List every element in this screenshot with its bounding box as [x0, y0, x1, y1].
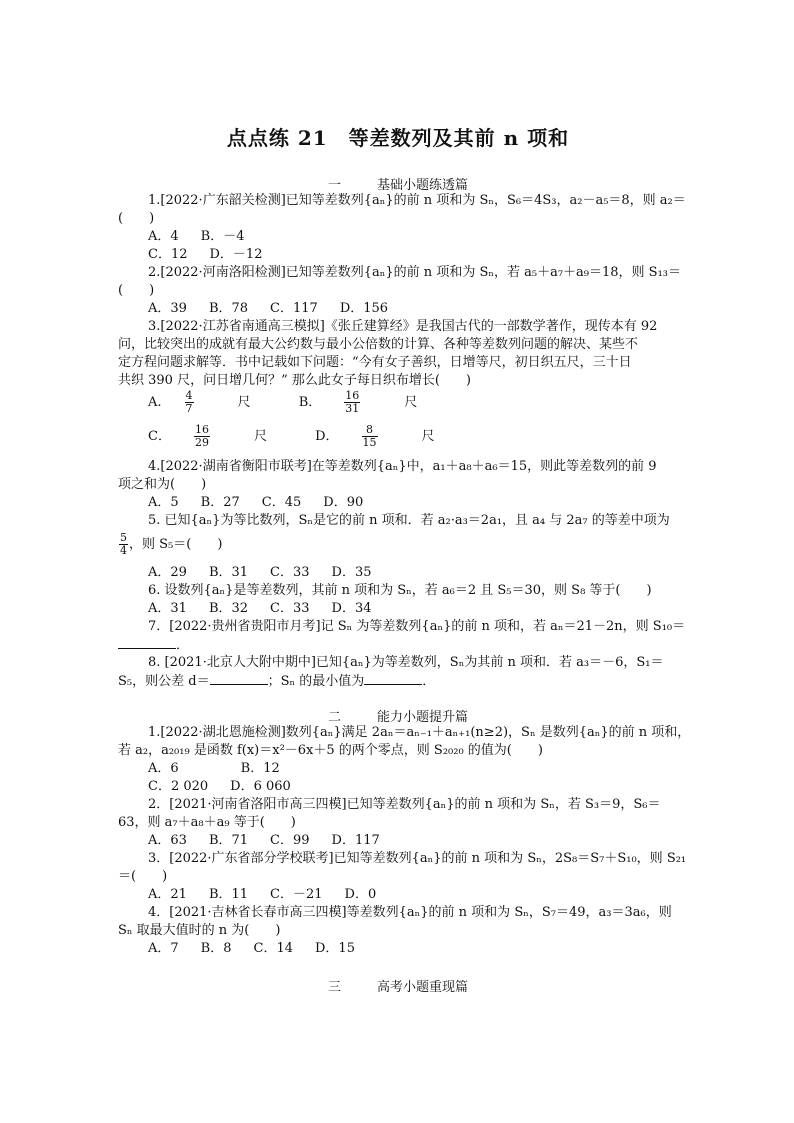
ability-question-1-line-1: 1.[2022·湖北恩施检测]数列{aₙ}满足 2aₙ＝aₙ₋₁＋aₙ₊₁(n≥2)，Sₙ 是数列{aₙ}的前 n 项和，	[148, 725, 691, 740]
ability-question-3-line-2: ＝( )	[118, 869, 168, 884]
question-7-line-2: ．	[118, 636, 678, 655]
fraction-16-29: $\frac{16}{29}$	[194, 423, 209, 449]
question-7-line-1: 7．[2022·贵州省贵阳市月考]记 Sₙ 为等差数列{aₙ}的前 n 项和，若 aₙ＝21－2n，则 S₁₀＝	[148, 619, 686, 634]
question-2-line-2: ( )	[118, 283, 155, 298]
question-2-options: A．39 B．78 C．117 D．156	[148, 301, 389, 316]
question-3-line-1: 3.[2022·江苏省南通高三模拟]《张丘建算经》是我国古代的一部数学著作，现传本有 92	[148, 319, 658, 334]
question-1-options-cd: C．12 D．－12	[148, 247, 263, 262]
question-8-line-1: 8. [2021·北京人大附中期中]已知{aₙ}为等差数列，Sₙ为其前 n 项和．若 a₃＝－6，S₁＝	[148, 655, 664, 670]
ability-question-1-options-ab: A．6 B．12	[148, 761, 280, 776]
page-title: 点点练 21 等差数列及其前 n 项和	[226, 126, 570, 150]
ability-question-1-line-2: 若 a₂，a₂₀₁₉ 是函数 f(x)＝x²－6x＋5 的两个零点，则 S₂₀₂₀ 的值为( )	[118, 743, 543, 758]
question-1-options-ab: A．4 B．－4	[148, 229, 245, 244]
section-heading-2: 二 能力小题提升篇	[327, 710, 469, 725]
question-3-line-2: 问，比较突出的成就有最大公约数与最小公倍数的计算、各种等差数列问题的解决、某些不	[118, 337, 639, 352]
section-heading-3: 三 高考小题重现篇	[327, 980, 469, 995]
fraction-4-7: $\frac{4}{7}$	[185, 389, 193, 415]
ability-question-4-line-2: Sₙ 取最大值时的 n 为( )	[118, 923, 281, 938]
question-3-line-4: 共织 390 尺，问日增几何？” 那么此女子每日织布增长( )	[118, 373, 471, 388]
question-4-options: A．5 B．27 C．45 D．90	[148, 495, 364, 510]
answer-blank[interactable]	[118, 636, 176, 649]
question-2-line-1: 2.[2022·河南洛阳检测]已知等差数列{aₙ}的前 n 项和为 Sₙ，若 a₅＋a₇＋a₉＝18，则 S₁₃＝	[148, 265, 682, 280]
section-heading-1: 一 基础小题练透篇	[327, 178, 469, 193]
question-3-options-cd: C． $\frac{16}{29}$ 尺 D． $\frac{8}{15}$ 尺	[148, 423, 435, 449]
question-6-options: A．31 B．32 C．33 D．34	[148, 601, 372, 616]
ability-question-3-options: A．21 B．11 C．－21 D．0	[148, 887, 377, 902]
question-6-line-1: 6. 设数列{aₙ}是等差数列，其前 n 项和为 Sₙ，若 a₆＝2 且 S₅＝30，则 S₈ 等于( )	[148, 583, 652, 598]
ability-question-2-line-1: 2．[2021·河南省洛阳市高三四模]已知等差数列{aₙ}的前 n 项和为 Sₙ，若 S₃＝9，S₆＝	[148, 797, 661, 812]
fraction-16-31: $\frac{16}{31}$	[345, 389, 360, 415]
answer-blank-min[interactable]	[364, 672, 422, 685]
question-4-line-1: 4.[2022·湖南省衡阳市联考]在等差数列{aₙ}中，a₁＋a₈＋a₆＝15，则此等差数列的前 9	[148, 459, 657, 474]
fraction-8-15: $\frac{8}{15}$	[362, 423, 377, 449]
question-1-line-2: ( )	[118, 211, 155, 226]
question-5-options: A．29 B．31 C．33 D．35	[148, 565, 372, 580]
question-3-options-ab: A. $\frac{4}{7}$ 尺 B． $\frac{16}{31}$ 尺	[148, 389, 418, 415]
answer-blank-d[interactable]	[210, 672, 268, 685]
question-5-line-2: $\frac{5}{4}$ ，则 S₅＝( )	[120, 531, 223, 557]
ability-question-3-line-1: 3．[2022·广东省部分学校联考]已知等差数列{aₙ}的前 n 项和为 Sₙ，2S₈＝S₇＋S₁₀，则 S₂₁	[148, 851, 687, 866]
ability-question-2-line-2: 63，则 a₇＋a₈＋a₉ 等于( )	[118, 815, 296, 830]
question-1-line-1: 1.[2022·广东韶关检测]已知等差数列{aₙ}的前 n 项和为 Sₙ，S₆＝4S₃，a₂－a₅＝8，则 a₂＝	[148, 193, 686, 208]
question-3-line-3: 定方程问题求解等．书中记载如下问题：“今有女子善织，日增等尺，初日织五尺，三十日	[118, 355, 632, 370]
question-8-line-2: S₅，则公差 d＝ ；Sₙ 的最小值为 ．	[118, 674, 436, 689]
ability-question-1-options-cd: C．2 020 D．6 060	[148, 779, 291, 794]
ability-question-4-options: A．7 B．8 C．14 D．15	[148, 941, 355, 956]
question-4-line-2: 项之和为( )	[118, 477, 207, 492]
ability-question-2-options: A．63 B．71 C．99 D．117	[148, 833, 380, 848]
fraction-5-4: $\frac{5}{4}$	[120, 531, 127, 557]
question-5-line-1: 5. 已知{aₙ}为等比数列，Sₙ是它的前 n 项和．若 a₂·a₃＝2a₁，且 a₄ 与 2a₇ 的等差中项为	[148, 513, 670, 528]
ability-question-4-line-1: 4．[2021·吉林省长春市高三四模]等差数列{aₙ}的前 n 项和为 Sₙ，S₇＝49，a₃＝3a₆，则	[148, 905, 672, 920]
